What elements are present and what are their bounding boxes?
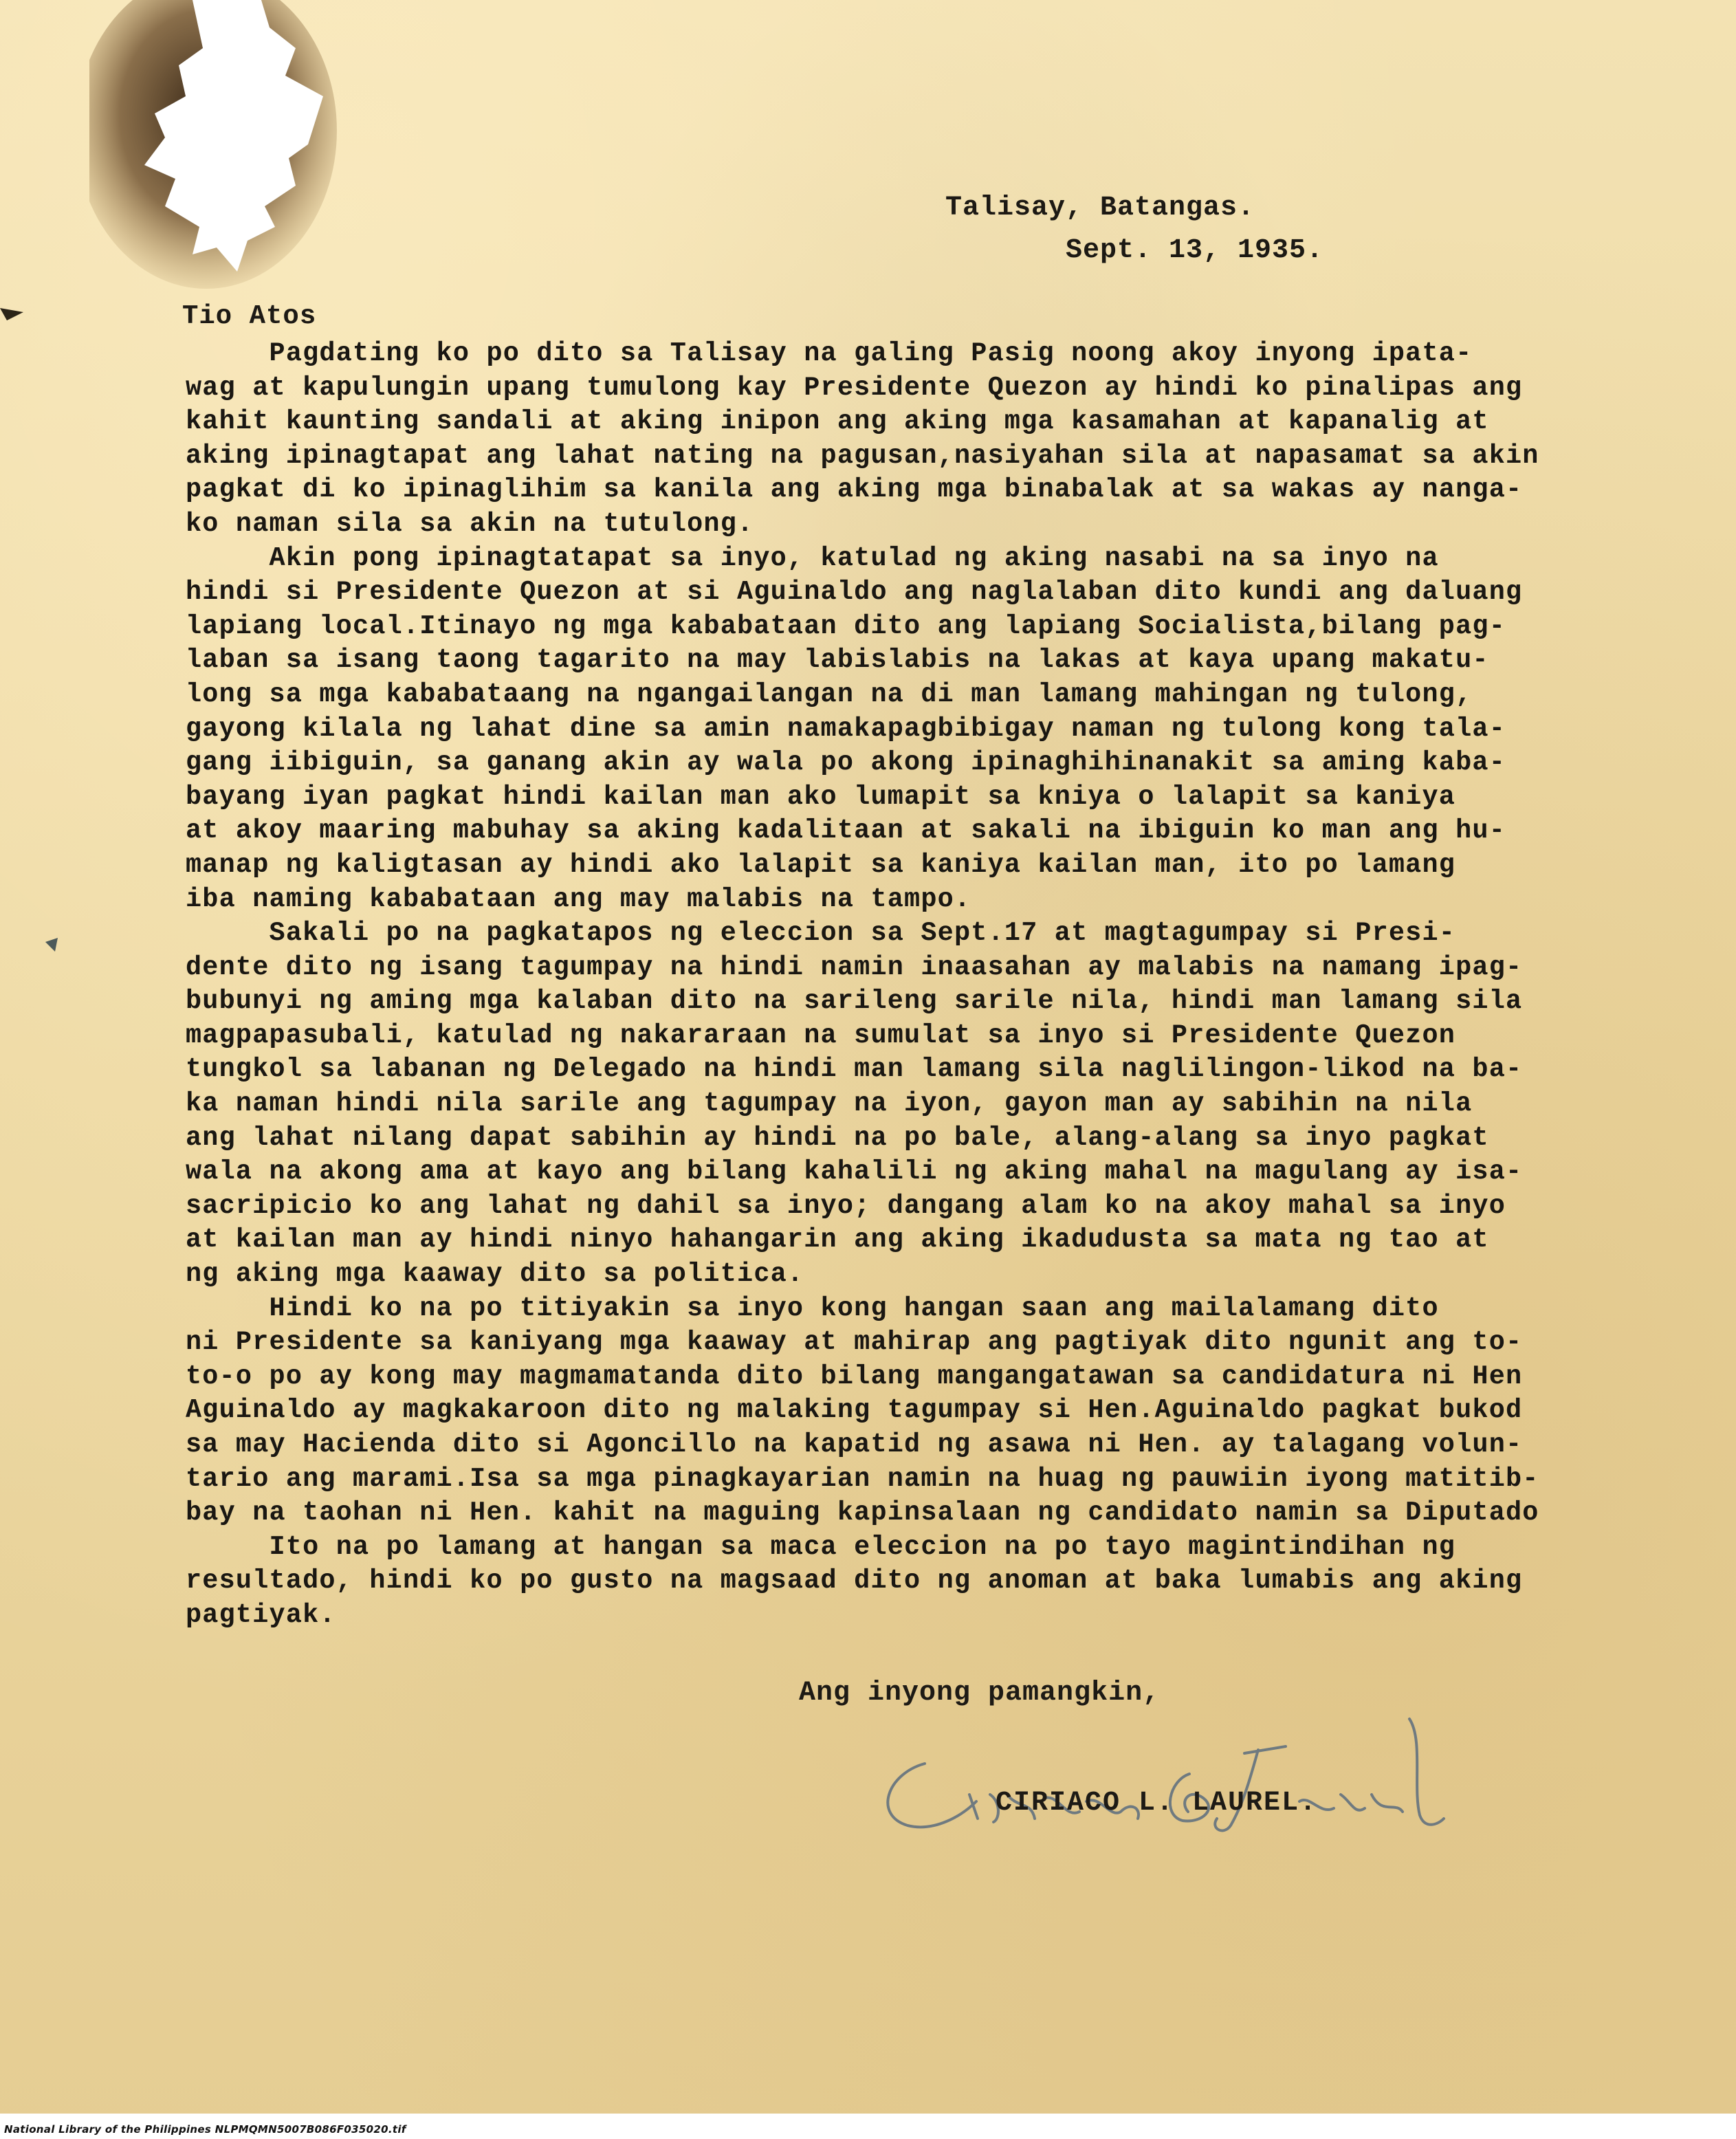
letter-body-line: sa may Hacienda dito si Agoncillo na kapatid ng asawa ni Hen. ay talagang volun-: [186, 1429, 1523, 1460]
letter-body-line: gang iibiguin, sa ganang akin ay wala po akong ipinaghihinanakit sa aming kaba-: [186, 747, 1506, 778]
letter-body-line: magpapasubali, katulad ng nakararaan na sumulat sa inyo si Presidente Quezon: [186, 1020, 1456, 1051]
letter-body-line: kahit kaunting sandali at aking inipon ang aking mga kasamahan at kapanalig at: [186, 406, 1489, 437]
letter-body-line: bayang iyan pagkat hindi kailan man ako lumapit sa kniya o lalapit sa kaniya: [186, 781, 1456, 812]
letter-body-line: wag at kapulungin upang tumulong kay Presidente Quezon ay hindi ko pinalipas ang: [186, 372, 1523, 403]
letter-body-line: at akoy maaring mabuhay sa aking kadalitaan at sakali na ibiguin ko man ang hu-: [186, 815, 1506, 846]
letter-body-line: Aguinaldo ay magkakaroon dito ng malaking tagumpay si Hen.Aguinaldo pagkat bukod: [186, 1395, 1523, 1426]
letter-body-line: resultado, hindi ko po gusto na magsaad dito ng anoman at baka lumabis ang aking: [186, 1566, 1523, 1597]
letter-body-line: pagkat di ko ipinaglihim sa kanila ang aking mga binabalak at sa wakas ay nanga-: [186, 474, 1523, 505]
letter-body-line: tungkol sa labanan ng Delegado na hindi man lamang sila naglilingon-likod na ba-: [186, 1054, 1523, 1085]
letter-date: Sept. 13, 1935.: [1065, 235, 1323, 266]
letter-body-line: dente dito ng isang tagumpay na hindi namin inaasahan ay malabis na namang ipag-: [186, 952, 1523, 983]
letter-body: [186, 337, 1616, 1633]
letter-body-line: wala na akong ama at kayo ang bilang kahalili ng aking mahal na magulang ay isa-: [186, 1156, 1523, 1187]
letter-salutation: Tio Atos: [182, 301, 317, 331]
letter-body-line: ka naman hindi nila sarile ang tagumpay na iyon, gayon man ay sabihin na nila: [186, 1088, 1473, 1119]
letter-body-line: at kailan man ay hindi ninyo hahangarin ang aking ikadudusta sa mata ng tao at: [186, 1225, 1489, 1255]
letter-body-line: Pagdating ko po dito sa Talisay na galing Pasig noong akoy inyong ipata-: [186, 338, 1473, 369]
letter-body-line: Akin pong ipinagtatapat sa inyo, katulad ng aking nasabi na sa inyo na: [186, 542, 1439, 573]
burn-hole-icon: [89, 0, 337, 289]
letter-body-line: sacripicio ko ang lahat ng dahil sa inyo; dangang alam ko na akoy mahal sa inyo: [186, 1190, 1506, 1221]
letter-body-line: lapiang local.Itinayo ng mga kababataan dito ang lapiang Socialista,bilang pag-: [186, 611, 1506, 641]
letter-header: [945, 187, 1323, 272]
letter-body-line: Ito na po lamang at hangan sa maca eleccion na po tayo magintindihan ng: [186, 1531, 1456, 1562]
letter-body-line: ko naman sila sa akin na tutulong.: [186, 508, 754, 539]
letter-body-line: manap ng kaligtasan ay hindi ako lalapit sa kaniya kailan man, ito po lamang: [186, 849, 1456, 880]
archive-footer-text: National Library of the Philippines NLPMQMN5007B086F035020.tif: [4, 2123, 406, 2136]
edge-mark-icon: [0, 303, 28, 323]
signer-name: CIRIACO L. LAUREL.: [996, 1788, 1318, 1819]
letter-body-line: aking ipinagtapat ang lahat nating na pagusan,nasiyahan sila at napasamat sa akin: [186, 440, 1539, 471]
handwritten-signature-icon: [859, 1698, 1519, 1856]
letter-body-line: to-o po ay kong may magmamatanda dito bilang mangangatawan sa candidatura ni Hen: [186, 1361, 1523, 1392]
letter-body-line: hindi si Presidente Quezon at si Aguinaldo ang naglalaban dito kundi ang daluang: [186, 577, 1523, 608]
letter-body-line: laban sa isang taong tagarito na may labislabis na lakas at kaya upang makatu-: [186, 645, 1489, 676]
letter-closing: Ang inyong pamangkin,: [799, 1678, 1161, 1709]
letter-body-line: iba naming kababataan ang may malabis na tampo.: [186, 884, 971, 914]
letter-body-line: pagtiyak.: [186, 1599, 336, 1630]
ink-spot-icon: [43, 935, 61, 953]
letter-place: Talisay, Batangas.: [945, 193, 1255, 223]
letter-body-line: bubunyi ng aming mga kalaban dito na sarileng sarile nila, hindi man lamang sila: [186, 986, 1523, 1017]
letter-body-line: ng aking mga kaaway dito sa politica.: [186, 1259, 804, 1290]
letter-body-line: bay na taohan ni Hen. kahit na maguing kapinsalaan ng candidato namin sa Diputado: [186, 1498, 1539, 1528]
letter-body-line: Hindi ko na po titiyakin sa inyo kong hangan saan ang mailalamang dito: [186, 1293, 1439, 1324]
letter-body-line: ang lahat nilang dapat sabihin ay hindi na po bale, alang-alang sa inyo pagkat: [186, 1122, 1489, 1153]
letter-body-line: Sakali po na pagkatapos ng eleccion sa Sept.17 at magtagumpay si Presi-: [186, 918, 1456, 949]
letter-body-line: ni Presidente sa kaniyang mga kaaway at mahirap ang pagtiyak dito ngunit ang to-: [186, 1327, 1523, 1358]
letter-body-line: tario ang marami.Isa sa mga pinagkayarian namin na huag ng pauwiin iyong matitib-: [186, 1463, 1539, 1494]
letter-body-line: long sa mga kababataang na ngangailangan na di man lamang mahingan ng tulong,: [186, 679, 1473, 710]
letter-body-line: gayong kilala ng lahat dine sa amin namakapagbibigay naman ng tulong kong tala-: [186, 713, 1506, 744]
